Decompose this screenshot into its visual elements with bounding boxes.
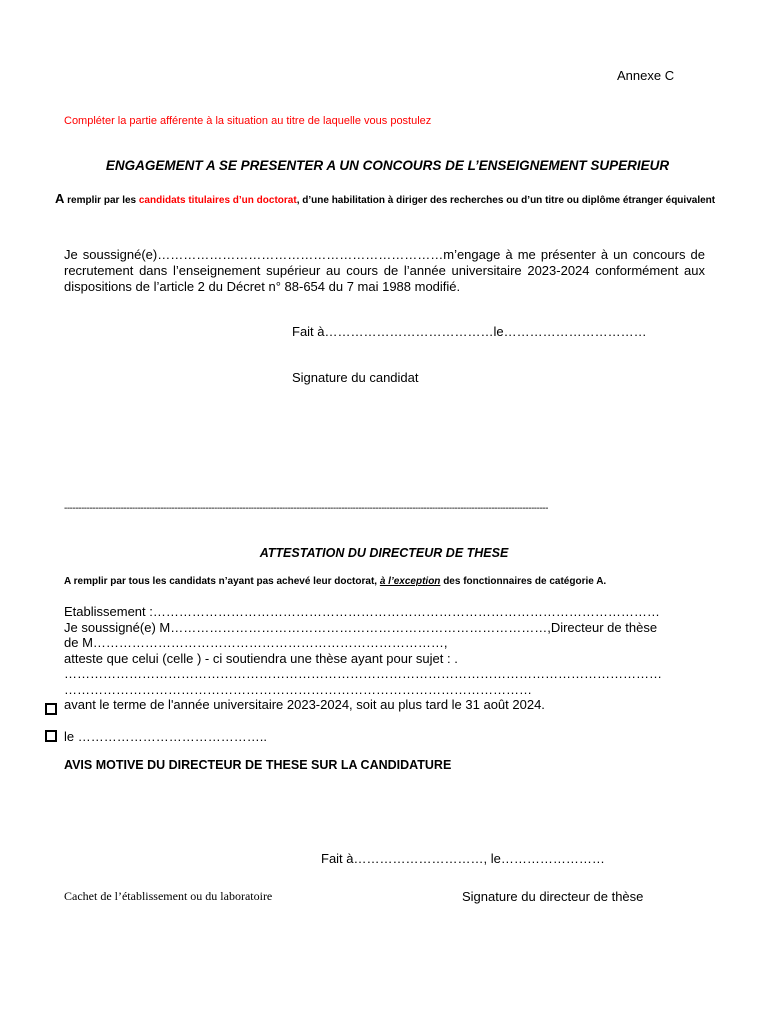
engagement-paragraph bbox=[64, 247, 705, 295]
engagement-title: ENGAGEMENT A SE PRESENTER A UN CONCOURS DE L’ENSEIGNEMENT SUPERIEUR bbox=[105, 158, 670, 173]
eligibility-pre: remplir par les bbox=[64, 195, 139, 206]
institution-stamp-label: Cachet de l’établissement ou du laboratoire bbox=[64, 889, 273, 903]
thesis-subject-line: atteste que celui (celle ) - ci soutiendra une thèse ayant pour sujet : . bbox=[64, 650, 458, 666]
director-opinion-heading: AVIS MOTIVE DU DIRECTEUR DE THESE SUR LA CANDIDATURE bbox=[64, 758, 452, 772]
attestation-place-date: Fait à…………………………, le…………………… bbox=[321, 851, 605, 866]
attestation-exception: à l’exception bbox=[379, 576, 441, 587]
eligibility-initial: A bbox=[55, 191, 65, 206]
candidate-line: de M………………………………………………………………………, bbox=[64, 635, 448, 650]
candidate-signature-label: Signature du candidat bbox=[292, 370, 419, 385]
engagement-place-date: Fait à…………………………………le…………………………… bbox=[292, 324, 647, 339]
attestation-eligibility bbox=[64, 576, 606, 587]
section-separator: --------------------------------------------------------------------------------------------------------------------------------------------------------------------------- bbox=[64, 503, 548, 514]
checkbox-before-deadline[interactable] bbox=[45, 703, 57, 715]
annexe-label: Annexe C bbox=[617, 68, 675, 83]
eligibility-highlight: candidats titulaires d’un doctorat bbox=[138, 195, 297, 206]
establishment-line: Etablissement :……………………………………………………………………………………………………… bbox=[64, 604, 660, 619]
attestation-body bbox=[64, 604, 712, 697]
engagement-text: Je soussigné(e)…………………………………………………………m’engage à me présenter à un concours de recrutement dans l’enseignement supérieur au cours de l’année universitaire 2023-2024 conformément aux dispositions de l’article 2 du Décret n° 88-654 du 7 mai 1988 modifié. bbox=[64, 247, 705, 294]
director-line: Je soussigné(e) M……………………………………………………………………………,Directeur de thèse bbox=[64, 619, 658, 635]
instruction-text: Compléter la partie afférente à la situation au titre de laquelle vous postulez bbox=[64, 115, 432, 127]
subject-blank-line-1: ………………………………………………………………………………………………………………………… bbox=[64, 666, 662, 681]
option-before-deadline: avant le terme de l'année universitaire 2023-2024, soit au plus tard le 31 août 2024. bbox=[64, 697, 545, 712]
checkbox-defense-date[interactable] bbox=[45, 730, 57, 742]
eligibility-post: , d’une habilitation à diriger des recherches ou d’un titre ou diplôme étranger équivalent bbox=[296, 195, 716, 206]
subject-blank-line-2: ……………………………………………………………………………………………… bbox=[64, 681, 532, 697]
engagement-eligibility bbox=[55, 192, 720, 207]
director-signature-label: Signature du directeur de thèse bbox=[462, 889, 644, 904]
attestation-eligibility-post: des fonctionnaires de catégorie A. bbox=[440, 576, 607, 587]
attestation-title: ATTESTATION DU DIRECTEUR DE THESE bbox=[259, 546, 509, 560]
option-defense-date: le …………………………………….. bbox=[64, 729, 267, 744]
attestation-eligibility-pre: A remplir par tous les candidats n’ayant pas achevé leur doctorat, bbox=[64, 576, 380, 587]
